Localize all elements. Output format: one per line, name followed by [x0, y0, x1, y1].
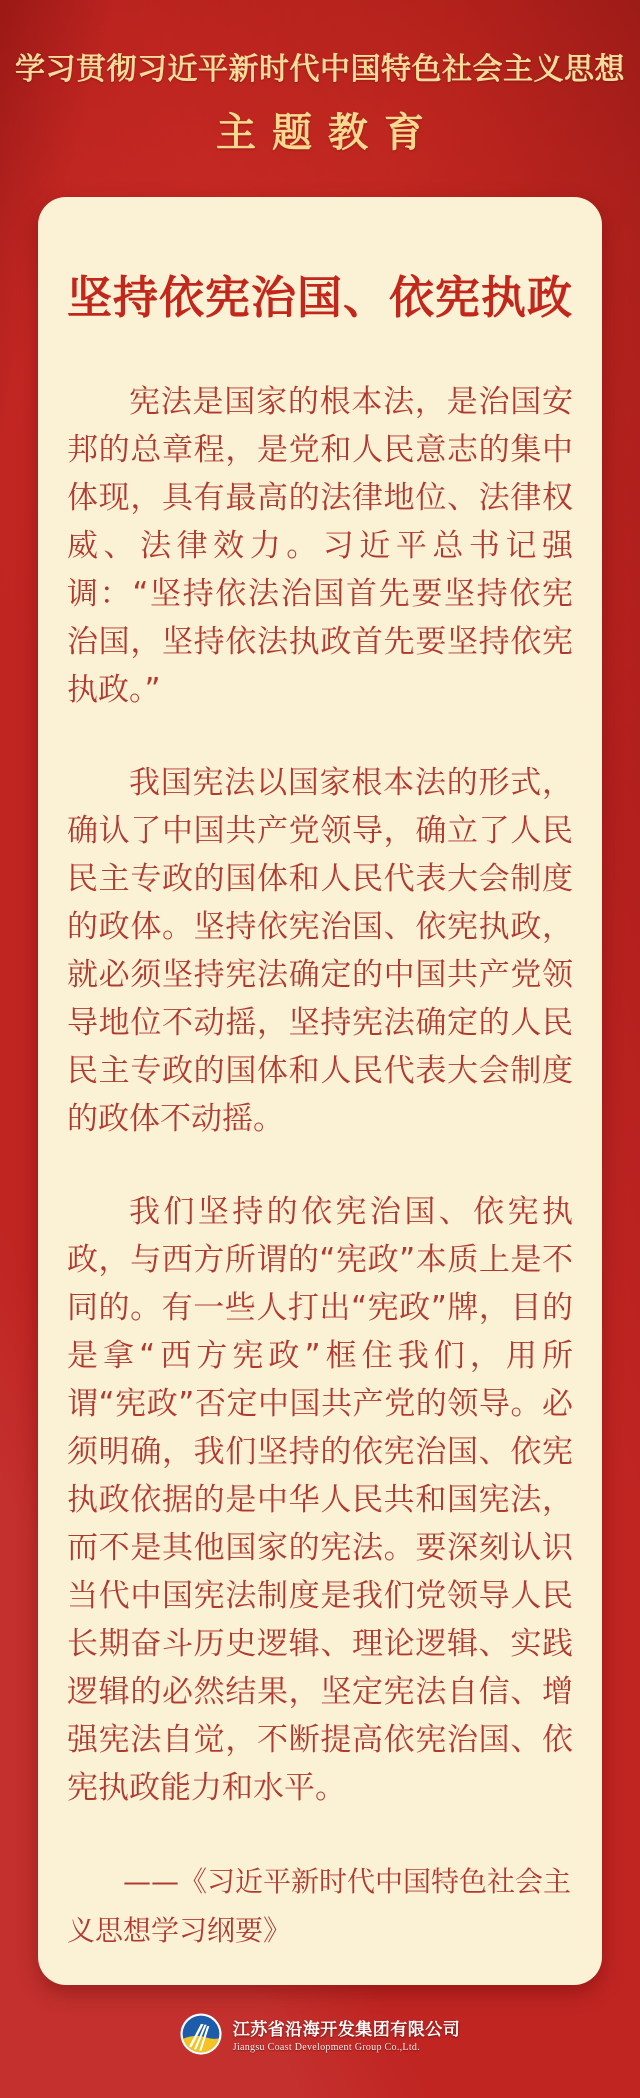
company-name-cn: 江苏省沿海开发集团有限公司	[232, 2020, 461, 2040]
content-card	[38, 197, 602, 1985]
company-name-en: Jiangsu Coast Development Group Co.,Ltd.	[232, 2042, 421, 2053]
company-name-block	[233, 2015, 461, 2053]
source-attribution: ——《习近平新时代中国特色社会主义思想学习纲要》	[67, 1865, 572, 1947]
header-banner	[0, 0, 640, 158]
header-slogan: 学习贯彻习近平新时代中国特色社会主义思想	[15, 52, 625, 87]
paragraph-2: 我国宪法以国家根本法的形式，确认了中国共产党领导，确立了人民民主专政的国体和人民代表大会制度的政体。坚持依宪治国、依宪执政，就必须坚持宪法确定的中国共产党领导地位不动摇，坚持宪法确定的人民民主专政的国体和人民代表大会制度的政体不动摇。	[67, 765, 573, 1137]
paragraph-1: 宪法是国家的根本法，是治国安邦的总章程，是党和人民意志的集中体现，具有最高的法律地位、法律权威、法律效力。习近平总书记强调：“坚持依法治国首先要坚持依宪治国，坚持依法执政首先要坚持依宪执政。”	[67, 384, 573, 708]
footer-logo-row	[0, 2013, 640, 2055]
company-logo-icon	[180, 2013, 222, 2055]
paragraph-3: 我们坚持的依宪治国、依宪执政，与西方所谓的“宪政”本质上是不同的。有一些人打出“宪政”牌，目的是拿“西方宪政”框住我们，用所谓“宪政”否定中国共产党的领导。必须明确，我们坚持的依宪治国、依宪执政依据的是中华人民共和国宪法，而不是其他国家的宪法。要深刻认识当代中国宪法制度是我们党领导人民长期奋斗历史逻辑、理论逻辑、实践逻辑的必然结果，坚定宪法自信、增强宪法自觉，不断提高依宪治国、依宪执政能力和水平。	[67, 1194, 573, 1806]
article-title: 坚持依宪治国、依宪执政	[67, 271, 574, 324]
header-theme-education: 主题教育	[216, 110, 440, 156]
